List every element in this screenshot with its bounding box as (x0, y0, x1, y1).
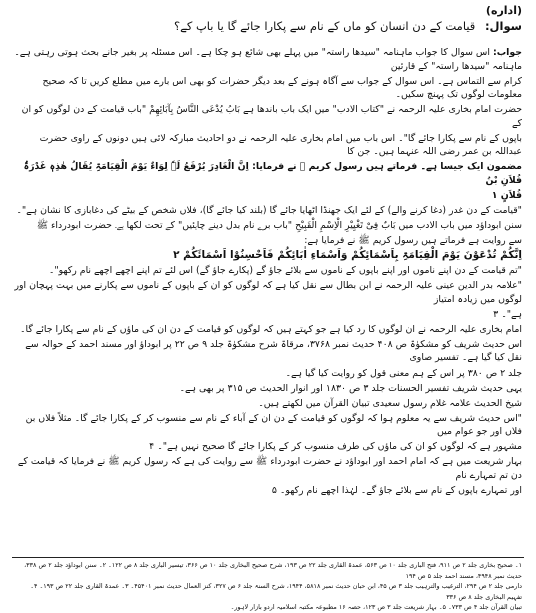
answer-line: اس حدیث شریف کو مشکوٰۃ ص ۴۰۸ حدیث نمبر ۳۷۶۸، مرقاۃ شرح مشکوٰۃ جلد ۹ ص ۲۲ پر ابوداؤ اور مسند احمد کے حوالہ سے نقل کیا گیا ہے۔ تفسیر صاوی (25, 338, 522, 364)
answer-line: سنن ابوداؤد میں باب الادب میں بَابٌ فِیْ تَغْیِیْرِ الْاِسْمِ الْقَبِیْحِ "باب برے نام بدل دینے چاہئیں" کے تحت لکھا ہے۔ حضرت ابودرداء ﷺ (36, 220, 522, 232)
answer-line (14, 46, 522, 73)
hadith-translation: "قیامت کے دن غدر (دغا کرنے والے) کے لئے ایک جھنڈا اٹھایا جائے گا (بلند کیا جائے گا)، فلاں شخص کے بیٹے کی دغابازی کا نشان ہے"۔ (16, 205, 522, 217)
answer-label: جواب: (492, 47, 522, 58)
footnote-line: دارمی جلد ۲ ص ۲۹۴، الترغیب والترہیب جلد ۳ ص ۴۵، ابن حبان حدیث نمبر ۵۸۱۸، ۱۹۴۴، شرح السنۃ جلد ۶ ص ۳۲۷، کنز العمال حدیث نمبر ۴۵۴۰۱۔ ۳۔ عمدۃ القاری جلد ۲۲ ص ۱۹۳۔ ۴۔ تفہیم البخاری جلد ۸ ص ۳۳۶ (30, 582, 522, 601)
footnote-separator (12, 557, 524, 558)
answer-text: اس سوال کا جواب ماہنامہ "سیدھا راستہ" میں پہلے بھی شائع ہو چکا ہے۔ اس مسئلہ پر بغیر جانے بحث ہوتی رہتی ہے۔ ماہنامہ "سیدھا راستہ" کے قارئین (14, 47, 522, 72)
answer-line: جلد ۲ ص ۳۸۰ پر اس کے ہم معنی قول کو روایت کیا گیا ہے۔ (285, 367, 522, 379)
quote-line: مشہور ہے کہ لوگوں کو ان کی ماؤں کی طرف منسوب کر کے پکارا جائے گا صحیح نہیں ہے"۔ ۴ (149, 441, 522, 453)
answer-line: بہار شریعت میں ہے کہ امام احمد اور ابوداؤد نے حضرت ابودرداء ﷺ سے روایت کی ہے کہ رسول کریم ﷺ نے فرمایا کہ قیامت کے دن تم تمہارے نام (17, 456, 522, 481)
hadith-translation: "تم قیامت کے دن اپنے ناموں اور اپنے باپوں کے ناموں سے بلائے جاؤ گے (پکارے جاؤ گے) اس لئے تم اپنے اچھے اچھے نام رکھو"۔ (48, 265, 522, 277)
footnote-line: ۱۔ صحیح بخاری جلد ۲ ص ۹۱۱، فتح الباری جلد ۱۰ ص ۵۶۳، عمدۃ القاری جلد ۲۲ ص ۱۹۳، شرح صحیح البخاری جلد ۱۰ ص ۳۶۶، تیسیر الباری جلد ۸ ص ۱۲۲۔ ۲۔ سنن ابوداؤد جلد ۲ ص ۳۳۸، حدیث نمبر ۴۹۴۸، مسند احمد جلد ۵ ص ۱۹۴ (24, 561, 522, 580)
footnotes (14, 560, 522, 613)
hadith-arabic: مضمون ایک جیسا ہے۔ فرماتے ہیں رسول کریم ﷺ نے فرمایا: اِنَّ الْغَادِرَ یُرْفَعُ لَہٗ لِوَاءٌ یَوْمَ الْقِیَامَۃِ یُقَالُ ھٰذِہٖ غَدْرَۃُ فُلاَنِ بْنُ (23, 161, 522, 186)
question (14, 18, 522, 35)
answer-line: اور تمہارے باپوں کے نام سے بلائے جاؤ گے۔ لہٰذا اچھے نام رکھو۔ ۵ (271, 484, 522, 496)
footnote-line: تبیان القرآن جلد ۴ ص ۷۳۳۔ ۵۔ بہار شریعت جلد ۳ ص ۱۲۳، حصہ ۱۶ مطبوعہ مکتبہ اسلامیہ اردو بازار لاہور۔ (230, 603, 522, 611)
hadith-arabic: اِنَّکُمْ تُدْعَوْنَ یَوْمَ الْقِیَامَۃِ بِاَسْمَائِکُمْ وَاَسْمَاءِ اٰبَائِکُمْ فَاَحْسِنُوْا اَسْمَائَکُمْ ۲ (173, 249, 522, 262)
answer-line: سے روایت ہے فرماتے ہیں رسول کریم ﷺ نے فرمایا ہے: (304, 235, 522, 247)
question-label: سوال: (484, 19, 522, 33)
answer-line: شیخ الحدیث علامہ غلام رسول سعیدی تبیان القرآن میں لکھتے ہیں۔ (258, 397, 522, 409)
quote-line: "اس حدیث شریف سے یہ معلوم ہوا کہ لوگوں کو قیامت کے دن ان کے آباء کے نام سے منسوب کر کے پکارا جائے گا۔ مثلاً فلاں بن فلاں اور جو عوام میں (25, 412, 522, 438)
hadith-arabic-end: فُلاَنٍ ۱ (491, 189, 522, 201)
answer-line: یہی حدیث شریف تفسیر الحسنات جلد ۳ ص ۱۸۳۰ اور انوار الحدیث ص ۳۱۵ پر بھی ہے۔ (179, 382, 522, 394)
question-text: قیامت کے دن انسان کو ماں کے نام سے پکارا جائے گا یا باپ کے؟ (173, 19, 476, 33)
page-header: (اداره) (485, 4, 522, 17)
answer-body (14, 46, 522, 499)
answer-line: "علامہ بدر الدین عینی علیہ الرحمہ نے ابن بطال سے نقل کیا ہے کہ لوگوں کو ان کے باپوں کے ناموں سے پکارنے میں بہت پہچان اور لوگوں میں زیادہ امتیاز (14, 280, 522, 305)
answer-line: امام بخاری علیہ الرحمہ نے ان لوگوں کا رد کیا ہے جو کہتے ہیں کہ لوگوں کو قیامت کے دن ان کی ماؤں کے نام سے پکارا جائے گا۔ (19, 323, 522, 335)
answer-line: باپوں کے نام سے پکارا جائے گا"۔ اس باب میں امام بخاری علیہ الرحمہ نے دو احادیث مبارکہ لائی ہیں دونوں کے راوی حضرت عبداللہ بن عمر رضی اللہ عنہما ہیں۔ جن کا (39, 132, 522, 158)
answer-line: کرام سے التماس ہے۔ اس سوال کے جواب سے آگاہ ہونے کے بعد دیگر حضرات کو بھی اس بارے میں مطلع کریں تا کہ صحیح معلومات لوگوں تک پہنچ سکیں۔ (42, 75, 522, 101)
answer-line: حضرت امام بخاری علیہ الرحمہ نے "کتاب الادب" میں ایک باب باندھا ہے بَابُ یُدْعَی النَّاسُ بِآبَائِھِمْ "باب قیامت کے دن لوگوں کو ان کے (21, 104, 522, 129)
answer-line: ہے"۔ ۳ (493, 308, 522, 320)
